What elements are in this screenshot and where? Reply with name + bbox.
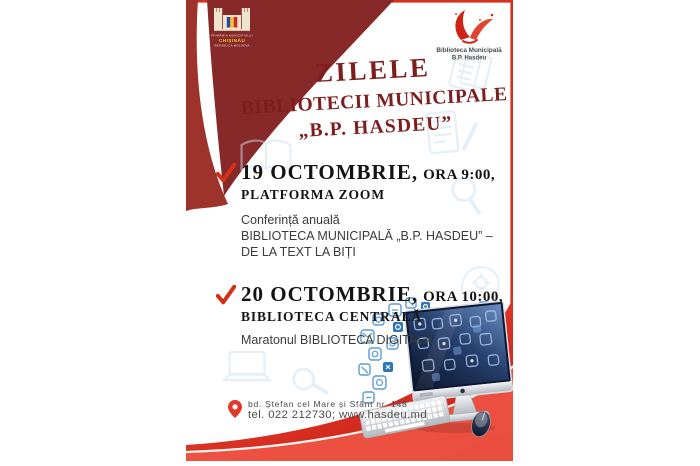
city-hall-caption-line: PRIMĂRIA MUNICIPIULUI — [211, 33, 253, 38]
event-date: 20 OCTOMBRIE, — [241, 282, 419, 306]
event-description-line: BIBLIOTECA MUNICIPALĂ „B.P. HASDEU” – — [241, 229, 493, 243]
event-description — [241, 332, 508, 348]
city-hall-caption-line: REPUBLICA MOLDOVA — [214, 43, 250, 48]
event-description-line: DE LA TEXT LA BIȚI — [241, 245, 356, 259]
footer-text — [248, 399, 427, 422]
event-item — [216, 282, 508, 348]
checkmark-icon — [216, 163, 236, 183]
event-description — [241, 212, 508, 260]
butterfly-icon — [455, 10, 493, 43]
event-heading — [216, 282, 508, 307]
event-time: ORA 9:00, — [423, 167, 496, 183]
event-item — [216, 160, 508, 260]
poster-title-line-1: ZILELE — [314, 52, 432, 89]
event-list — [216, 160, 508, 348]
event-heading — [216, 160, 508, 185]
library-caption-line: Biblioteca Municipală — [436, 47, 502, 54]
poster-title-line-3: „B.P. HASDEU” — [298, 112, 454, 142]
footer-address: bd. Ștefan cel Mare și Sfânt nr. 148 — [248, 399, 408, 409]
event-date: 19 OCTOMBRIE, — [241, 160, 419, 184]
city-hall-caption-line: CHIȘINĂU — [218, 39, 246, 44]
library-caption-line: B.P. Hasdeu — [451, 55, 487, 62]
city-hall-logo — [200, 5, 264, 62]
poster-title-line-2: BIBLIOTECII MUNICIPALE — [240, 84, 509, 119]
event-time: ORA 10:00, — [423, 289, 504, 305]
city-hall-emblem-icon — [200, 5, 264, 57]
event-poster — [186, 0, 513, 461]
checkmark-icon — [216, 285, 236, 305]
footer-contact: tel. 022 212730; www.hasdeu.md — [248, 409, 428, 421]
event-description-line: Conferință anuală — [241, 213, 340, 227]
event-venue: BIBLIOTECA CENTRALĂ — [241, 309, 423, 324]
event-description-line: Maratonul BIBLIOTECA DIGITALĂ — [241, 333, 433, 347]
footer — [228, 399, 427, 422]
poster-title — [238, 48, 510, 146]
event-venue: PLATFORMA ZOOM — [241, 187, 385, 202]
location-pin-icon — [228, 400, 242, 418]
